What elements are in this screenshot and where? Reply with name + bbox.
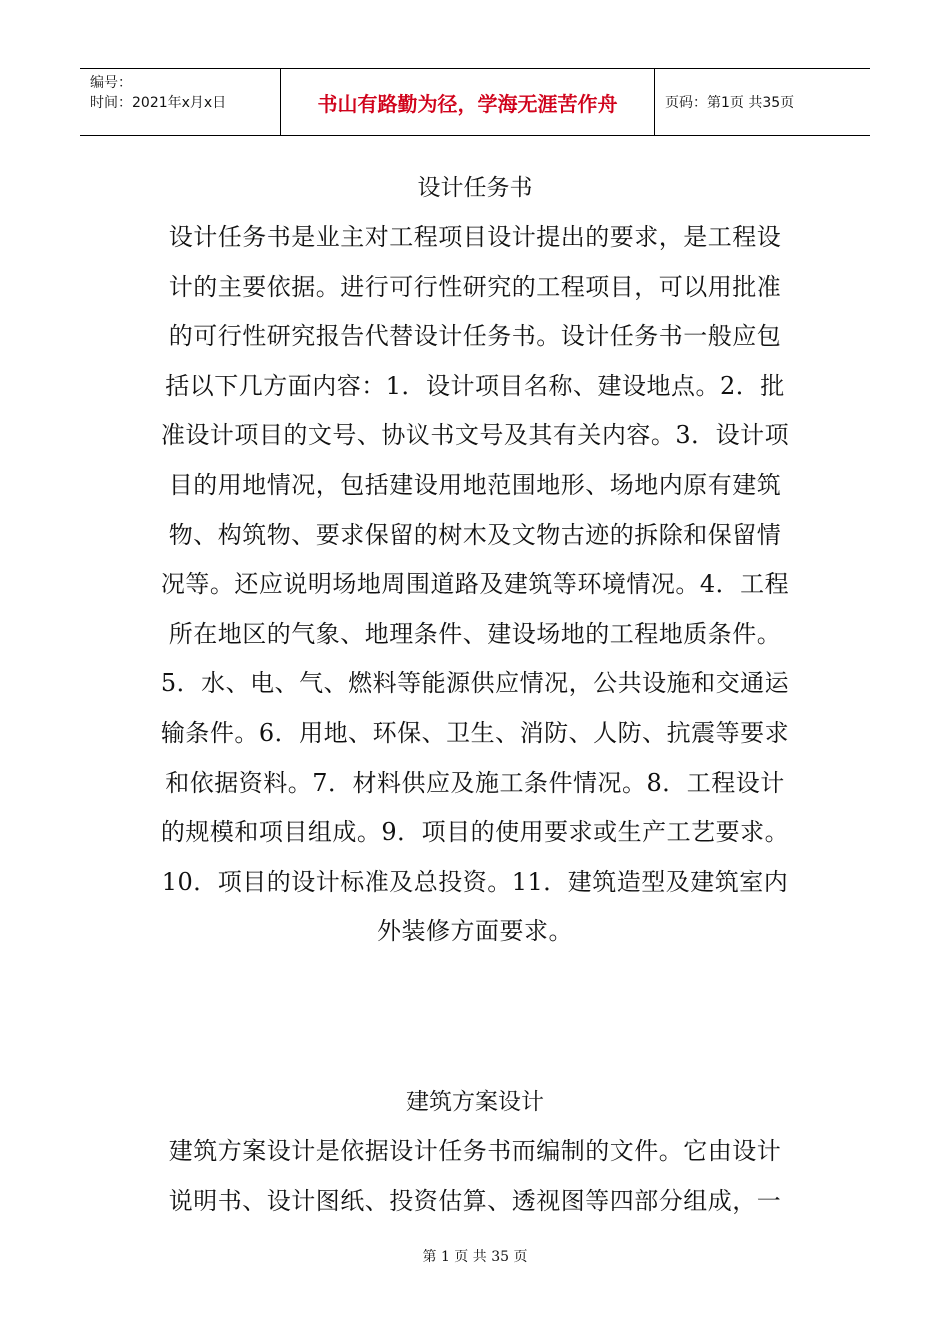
text-line: 和依据资料。7．材料供应及施工条件情况。8．工程设计 bbox=[165, 768, 785, 797]
text-line: 物、构筑物、要求保留的树木及文物古迹的拆除和保留情 bbox=[168, 520, 782, 549]
header-motto-cell bbox=[281, 69, 655, 135]
text-line: 准设计项目的文号、协议书文号及其有关内容。3．设计项 bbox=[160, 421, 790, 450]
paragraph-design-brief bbox=[150, 213, 800, 957]
text-line: 所在地区的气象、地理条件、建设场地的工程地质条件。 bbox=[168, 619, 782, 648]
header-meta-cell bbox=[80, 69, 281, 135]
text-line: 计的主要依据。进行可行性研究的工程项目，可以用批准 bbox=[168, 272, 782, 301]
section-spacer bbox=[150, 957, 800, 1077]
page-footer: 第 1 页 共 35 页 bbox=[422, 1249, 528, 1265]
document-time-label: 时间：2021年x月x日 bbox=[90, 95, 227, 111]
text-line: 况等。还应说明场地周围道路及建筑等环境情况。4．工程 bbox=[160, 570, 790, 599]
text-line: 建筑方案设计是依据设计任务书而编制的文件。它由设计 bbox=[168, 1136, 782, 1165]
document-header bbox=[80, 68, 870, 136]
text-line: 外装修方面要求。 bbox=[377, 917, 573, 946]
text-line: 设计任务书是业主对工程项目设计提出的要求，是工程设 bbox=[168, 223, 782, 251]
document-body bbox=[150, 163, 800, 1226]
text-line: 5．水、电、气、燃料等能源供应情况，公共设施和交通运 bbox=[160, 669, 790, 698]
text-line: 的规模和项目组成。9．项目的使用要求或生产工艺要求。 bbox=[160, 818, 790, 847]
section-title-architectural-scheme: 建筑方案设计 bbox=[406, 1088, 544, 1115]
section-title-design-brief: 设计任务书 bbox=[417, 175, 533, 201]
header-page-info: 页码：第1页 共35页 bbox=[665, 95, 795, 111]
text-line: 输条件。6．用地、环保、卫生、消防、人防、抗震等要求 bbox=[160, 718, 790, 747]
text-line: 括以下几方面内容：1．设计项目名称、建设地点。2．批 bbox=[165, 371, 785, 400]
paragraph-architectural-scheme bbox=[150, 1127, 800, 1226]
text-line: 说明书、设计图纸、投资估算、透视图等四部分组成，一 bbox=[168, 1186, 782, 1215]
document-number-label: 编号： bbox=[90, 75, 132, 91]
text-line: 10．项目的设计标准及总投资。11．建筑造型及建筑室内 bbox=[161, 867, 789, 896]
text-line: 的可行性研究报告代替设计任务书。设计任务书一般应包 bbox=[168, 322, 782, 351]
header-motto: 书山有路勤为径，学海无涯苦作舟 bbox=[317, 91, 618, 116]
header-page-cell bbox=[655, 69, 870, 135]
text-line: 目的用地情况，包括建设用地范围地形、场地内原有建筑 bbox=[168, 470, 782, 499]
